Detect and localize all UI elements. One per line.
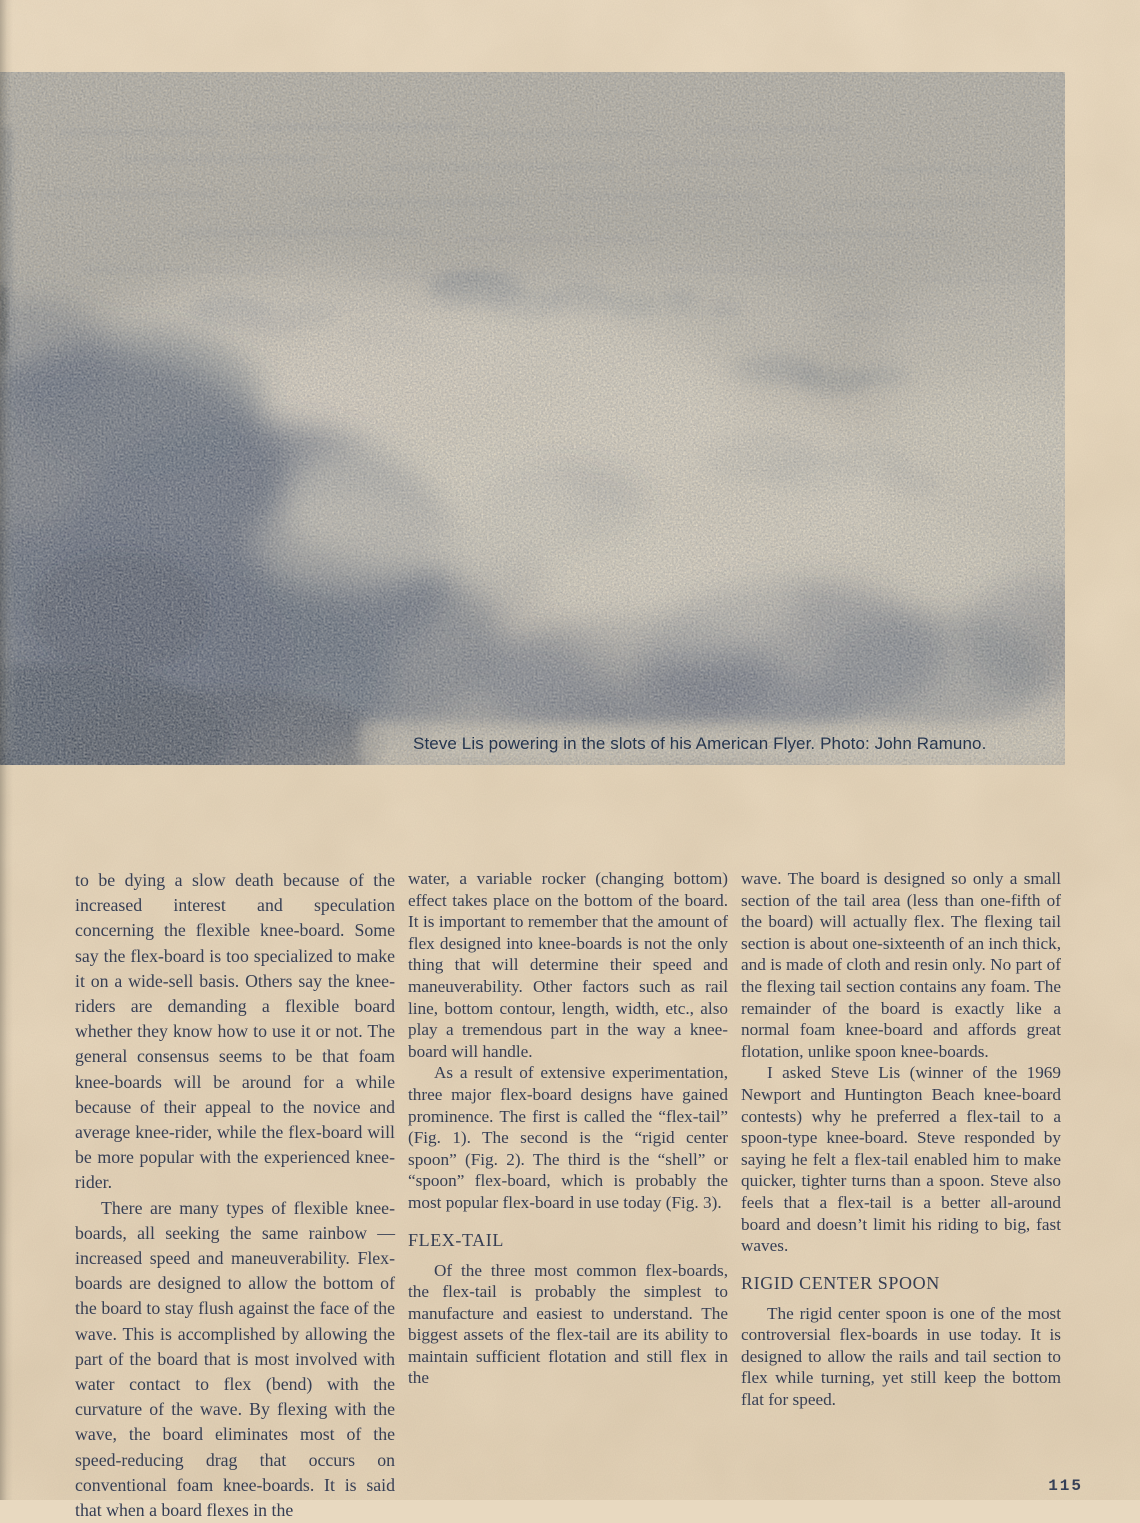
page-number: 115 [1048,1477,1083,1495]
photo-caption: Steve Lis powering in the slots of his American Flyer. Photo: John Ramuno. [413,734,987,753]
paragraph: The rigid center spoon is one of the most controversial flex-boards in use today. It is designed to allow the rails and tail section to flex while turning, yet still keep the bottom flat for speed. [741,1303,1061,1410]
wave-photo [0,72,1065,765]
paragraph: There are many types of flexible knee-boards, all seeking the same rainbow — increased speed and maneuverability. Flex-boards are designed to allow the bottom of the board to stay flush against the face of the wave. This is accomplished by allowing the part of the board that is most involved with water contact to flex (bend) with the curvature of the wave. By flexing with the wave, the board eliminates most of the speed-reducing drag that occurs on conventional foam knee-boards. It is said that when a board flexes in the [75,1197,395,1521]
wave-photo-art [0,72,1065,765]
column-3 [741,868,1061,1523]
paragraph: wave. The board is designed so only a small section of the tail area (less than one-fifth of the board) will actually flex. The flexing tail section is about one-sixteenth of an inch thick, and is made of cloth and resin only. No part of the flexing tail section contains any foam. The remainder of the board is exactly like a normal foam knee-board and affords great flotation, unlike spoon knee-boards. [741,869,1061,1061]
column-2 [408,868,728,1523]
paragraph: Of the three most common flex-boards, the flex-tail is probably the simplest to manufacture and easiest to understand. The biggest assets of the flex-tail are its ability to maintain sufficient flotation and still flex in the [408,1260,728,1388]
column-1 [75,868,395,1523]
paragraph: I asked Steve Lis (winner of the 1969 Newport and Huntington Beach knee-board contests) why he preferred a flex-tail to a spoon-type knee-board. Steve responded by saying he felt a flex-tail enabled him to make quicker, tighter turns than a spoon. Steve also feels that a flex-tail is a better all-around board and doesn’t limit his riding to big, fast waves. [741,1063,1061,1256]
article-columns [75,868,1061,1523]
section-heading-rigid-center-spoon: RIGID CENTER SPOON [741,1272,940,1293]
paragraph: As a result of extensive experimentation, three major flex-board designs have gained prominence. The first is called the “flex-tail” (Fig. 1). The second is the “rigid center spoon” (Fig. 2). The third is the “shell” or “spoon” flex-board, which is probably the most popular flex-board in use today (Fig. 3). [408,1063,728,1212]
section-heading-flex-tail: FLEX-TAIL [408,1229,504,1250]
paragraph: water, a variable rocker (changing bottom) effect takes place on the bottom of the board. It is important to remember that the amount of flex designed into knee-boards is not the only thing that will determine their speed and maneuverability. Other factors such as rail line, bottom contour, length, width, etc., also play a tremendous part in the way a knee-board will handle. [408,869,728,1061]
paragraph: to be dying a slow death because of the increased interest and speculation concerning the flexible knee-board. Some say the flex-board is too specialized to make it on a wide-sell basis. Others say the knee-riders are demanding a flexible board whether they know how to use it or not. The general consensus seems to be that foam knee-boards will be around for a while because of their appeal to the novice and average knee-rider, while the flex-board will be more popular with the experienced knee-rider. [75,870,395,1193]
